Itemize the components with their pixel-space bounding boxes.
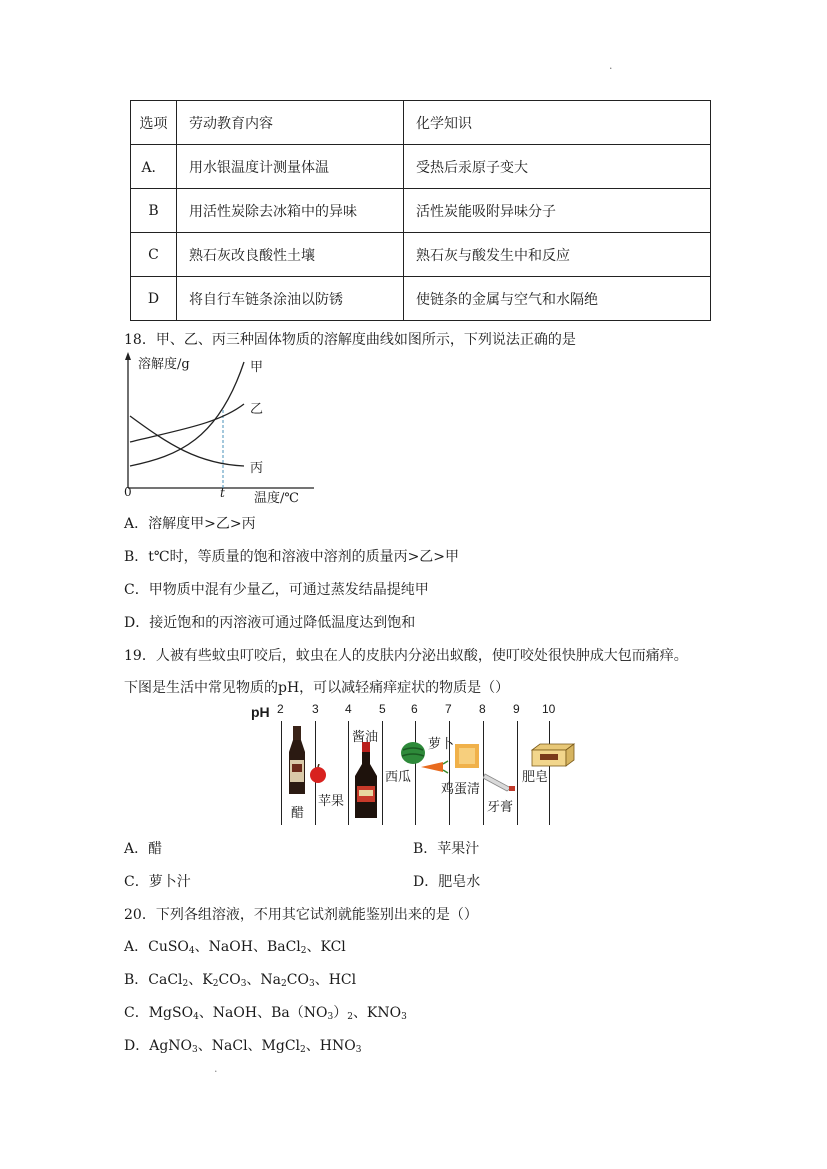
subscript: 4 [188,946,195,956]
option-text: 、KNO [352,1005,402,1021]
item-soy-sauce: 酱油 [352,730,379,745]
item-radish: 萝卜 [428,737,455,752]
egg-white-icon [455,744,479,768]
header-chem: 化学知识 [404,101,711,145]
table-row [131,189,711,233]
ph-line [549,721,550,825]
subscript: 2 [300,946,307,956]
q18-option-d: D．接近饱和的丙溶液可通过降低温度达到饱和 [124,615,416,631]
table-header-row [131,101,711,145]
option-text: 、NaCl、MgCl [197,1038,301,1054]
ph-line [281,721,282,825]
row-chem: 受热后汞原子变大 [404,145,711,189]
item-egg-white: 鸡蛋清 [441,782,481,797]
table-row [131,145,711,189]
table-row [131,277,711,321]
q20-option-c [124,1002,407,1022]
option-text: A．CuSO [124,939,189,955]
item-vinegar: 醋 [291,806,305,821]
q20-stem: 20．下列各组溶液，不用其它试剂就能鉴别出来的是（） [124,907,478,923]
item-watermelon: 西瓜 [385,770,412,785]
soap-box-icon [530,742,576,768]
row-labor: 将自行车链条涂油以防锈 [177,277,404,321]
q20-option-b [124,969,356,989]
apple-icon [308,764,328,784]
curve-bing [130,416,244,466]
subscript: 3 [401,1012,407,1022]
ph-tick: 6 [411,702,418,716]
q19-stem-line1: 19．人被有些蚊虫叮咬后，蚊虫在人的皮肤内分泌出蚁酸，使叮咬处很快肿成大包而痛痒。 [124,648,688,664]
row-labor: 熟石灰改良酸性土壤 [177,233,404,277]
knowledge-table [130,100,711,321]
soy-sauce-bottle-icon [353,742,379,820]
option-text: 、KCl [306,939,346,955]
option-text: D．AgNO [124,1038,193,1054]
option-text: 、HNO [305,1038,356,1054]
row-labor: 用水银温度计测量体温 [177,145,404,189]
option-text: 、HCl [314,972,357,988]
q20-option-a [124,936,346,956]
chart-t-label: t [220,486,225,500]
subscript: 3 [308,979,315,989]
q19-option-a: A．醋 [124,841,163,857]
vinegar-bottle-icon [287,726,307,796]
chart-origin: 0 [124,485,132,499]
header-dot: · [609,62,613,75]
ph-tick: 8 [479,702,486,716]
q19-option-d: D．肥皂水 [413,874,481,890]
subscript: 3 [192,1045,198,1055]
solubility-chart [118,350,318,510]
ph-tick: 3 [312,702,319,716]
subscript: 2 [212,979,219,989]
subscript: 4 [193,1012,199,1022]
row-option: B [131,189,177,233]
subscript: 2 [281,979,287,989]
ph-tick: 9 [513,702,520,716]
row-option: C [131,233,177,277]
carrot-icon [419,760,449,774]
chart-xlabel: 温度/℃ [254,491,299,506]
q20-option-d [124,1035,361,1055]
ph-tick: 2 [277,702,284,716]
row-labor: 用活性炭除去冰箱中的异味 [177,189,404,233]
option-text: 、K [188,972,213,988]
ph-tick: 10 [542,702,556,716]
ph-label: pH [251,704,270,720]
q19-option-b: B．苹果汁 [413,841,480,857]
option-text: CO [218,972,241,988]
toothpaste-icon [483,772,517,792]
q18-option-b: B．t℃时，等质量的饱和溶液中溶剂的质量丙>乙>甲 [124,549,460,565]
ph-line [348,721,349,825]
subscript: 2 [300,1045,306,1055]
chart-ylabel: 溶解度/g [138,357,190,372]
ph-tick: 4 [345,702,352,716]
subscript: 2 [347,1012,353,1022]
item-soap: 肥皂 [522,770,549,785]
footer-dot: . [214,1062,218,1075]
table-row [131,233,711,277]
row-chem: 活性炭能吸附异味分子 [404,189,711,233]
item-toothpaste: 牙膏 [487,800,514,815]
option-text: 、NaOH、Ba（NO [198,1005,328,1021]
option-text: B．CaCl [124,972,183,988]
curve-yi [130,404,244,442]
row-chem: 熟石灰与酸发生中和反应 [404,233,711,277]
q18-option-c: C．甲物质中混有少量乙，可通过蒸发结晶提纯甲 [124,582,429,598]
option-text: 、Na [246,972,282,988]
option-text: CO [286,972,309,988]
ph-line [517,721,518,825]
option-text: ） [333,1005,348,1021]
row-chem: 使链条的金属与空气和水隔绝 [404,277,711,321]
item-apple: 苹果 [318,794,345,809]
row-option: D [131,277,177,321]
row-option: A． [131,145,177,189]
y-axis-arrow [125,352,131,360]
header-labor: 劳动教育内容 [177,101,404,145]
subscript: 3 [355,1045,362,1055]
ph-line [382,721,383,825]
q19-option-c: C．萝卜汁 [124,874,191,890]
subscript: 3 [240,979,247,989]
header-option: 选项 [131,101,177,145]
q18-option-a: A．溶解度甲>乙>丙 [124,516,256,532]
option-text: 、NaOH、BaCl [194,939,301,955]
q19-stem-line2: 下图是生活中常见物质的pH，可以减轻痛痒症状的物质是（） [124,680,510,696]
series-label-jia: 甲 [250,360,264,375]
option-text: C．MgSO [124,1005,194,1021]
subscript: 3 [327,1012,334,1022]
series-label-bing: 丙 [250,461,264,476]
ph-line [415,721,416,825]
series-label-yi: 乙 [250,402,264,417]
q18-stem: 18．甲、乙、丙三种固体物质的溶解度曲线如图所示，下列说法正确的是 [124,332,576,348]
ph-tick: 7 [445,702,452,716]
subscript: 2 [182,979,189,989]
ph-tick: 5 [379,702,386,716]
